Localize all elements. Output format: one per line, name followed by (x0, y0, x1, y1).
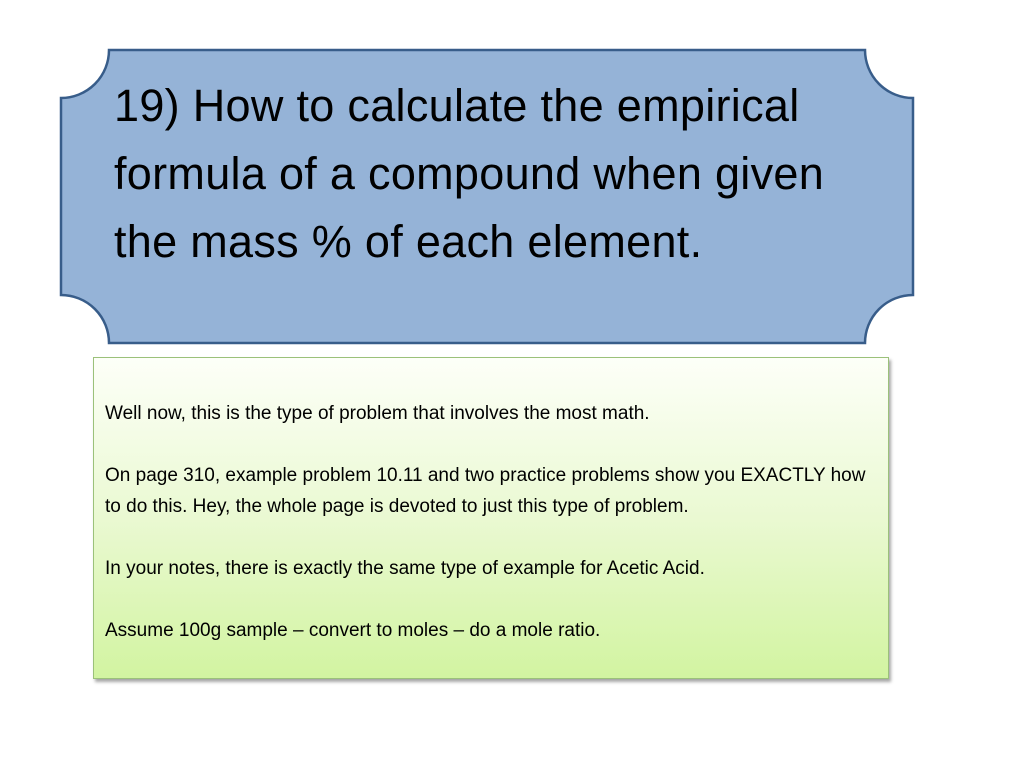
paragraph-method-steps: Assume 100g sample – convert to moles – do a mole ratio. (105, 620, 601, 641)
paragraph-intro: Well now, this is the type of problem that involves the most math. (105, 403, 650, 424)
content-box (93, 357, 889, 679)
paragraph-notes-example: In your notes, there is exactly the same type of example for Acetic Acid. (105, 558, 705, 579)
content-text (105, 398, 875, 646)
paragraph-textbook-reference: On page 310, example problem 10.11 and two practice problems show you EXACTLY how to do this. Hey, the whole page is devoted to just this type of problem. (105, 465, 866, 517)
slide-title: 19) How to calculate the empirical formula of a compound when given the mass % of each element. (114, 80, 825, 267)
